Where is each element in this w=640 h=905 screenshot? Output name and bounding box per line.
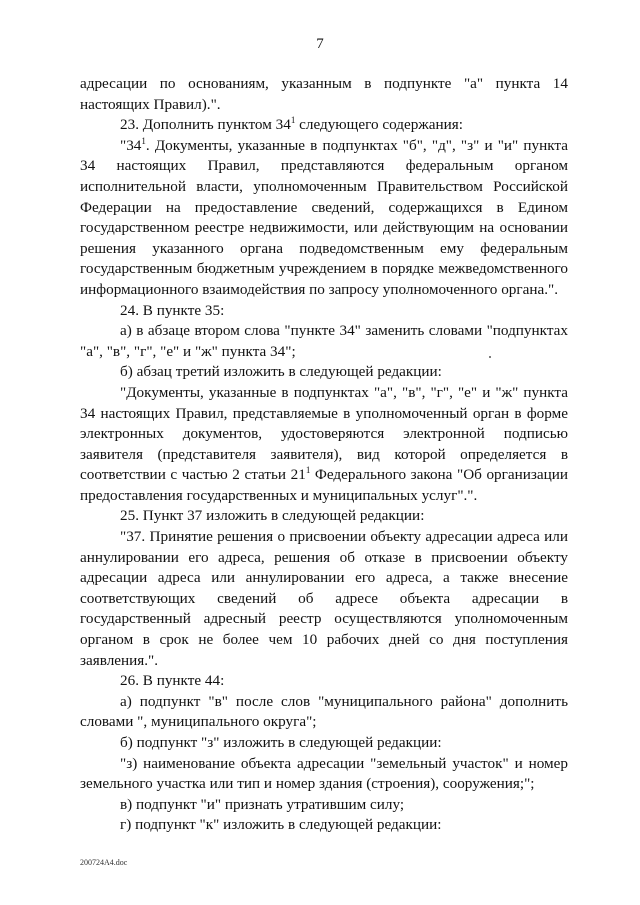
document-body [80, 74, 568, 836]
paragraph-text-start: "34 [120, 136, 142, 154]
paragraph-text-start: 23. Дополнить пунктом 34 [120, 116, 291, 134]
paragraph-subitem-g: г) подпункт "к" изложить в следующей редакции: [120, 816, 442, 834]
paragraph-subitem-v: в) подпункт "и" признать утратившим силу; [120, 795, 405, 813]
paragraph-item-24: 24. В пункте 35: [120, 301, 225, 319]
paragraph-quoted-37: "37. Принятие решения о присвоении объекту адресации адреса или аннулировании его адреса, решения об отказе в присвоении объекту адресации адреса или аннулировании его адреса, а также внесение соответствующих сведений об адресе объекта адресации в государственный адресный реестр осуществляются уполномоченным органом в срок не более чем 10 рабочих дней со дня поступления заявления.". [80, 528, 568, 669]
paragraph-item-34-1 [80, 136, 568, 301]
file-reference: 200724A4.doc [80, 858, 128, 867]
paragraph-subitem-b: б) подпункт "з" изложить в следующей редакции: [120, 734, 442, 751]
scan-speck [489, 356, 491, 358]
paragraph-text-end: следующего содержания: [295, 116, 463, 134]
paragraph-text-end: . Документы, указанные в подпунктах "б", "д", "з" и "и" пункта 34 настоящих Правил, представляются федеральным органом исполнительной власти, уполномоченным Правительством Российской Федерации на предоставление сведений, содержащихся в Едином государственном реестре недвижимости, или действующим на основании решения указанного органа подведомственным ему федеральным государственным бюджетным учреждением в порядке межведомственного информационного взаимодействия по запросу уполномоченного органа.". [80, 136, 568, 298]
paragraph-subitem-a: а) подпункт "в" после слов "муниципального района" дополнить словами ", муниципального округа"; [80, 692, 568, 731]
paragraph-text-end: Федерального закона "Об организации предоставления государственных и муниципальных услуг".". [80, 466, 568, 504]
paragraph-item-23 [80, 115, 568, 136]
superscript: 1 [305, 465, 311, 476]
page-number: 7 [316, 36, 324, 52]
paragraph-continuation: адресации по основаниям, указанным в подпункте "а" пункта 14 настоящих Правил).". [80, 75, 568, 113]
paragraph-quoted-z: "з) наименование объекта адресации "земельный участок" и номер земельного участка или тип и номер здания (строения), сооружения;"; [80, 754, 568, 793]
paragraph-subitem-a: а) в абзаце втором слова "пункте 34" заменить словами "подпунктах "а", "в", "г", "е" и "ж" пункта 34"; [80, 322, 568, 360]
paragraph-subitem-b: б) абзац третий изложить в следующей редакции: [120, 363, 442, 381]
superscript: 1 [141, 135, 146, 146]
superscript: 1 [290, 115, 296, 126]
paragraph-quoted-documents [80, 383, 568, 507]
paragraph-text-start: "Документы, указанные в подпунктах "а", "в", "г", "е" и "ж" пункта 34 настоящих Правил, представляемые в уполномоченный орган в форме электронных документов, удостоверяются электронной подписью заявителя (представителя заявителя), вид которой определяется в соответствии с частью 2 статьи 21 [80, 383, 568, 484]
paragraph-item-26: 26. В пункте 44: [120, 672, 225, 690]
paragraph-item-25: 25. Пункт 37 изложить в следующей редакции: [120, 507, 425, 525]
